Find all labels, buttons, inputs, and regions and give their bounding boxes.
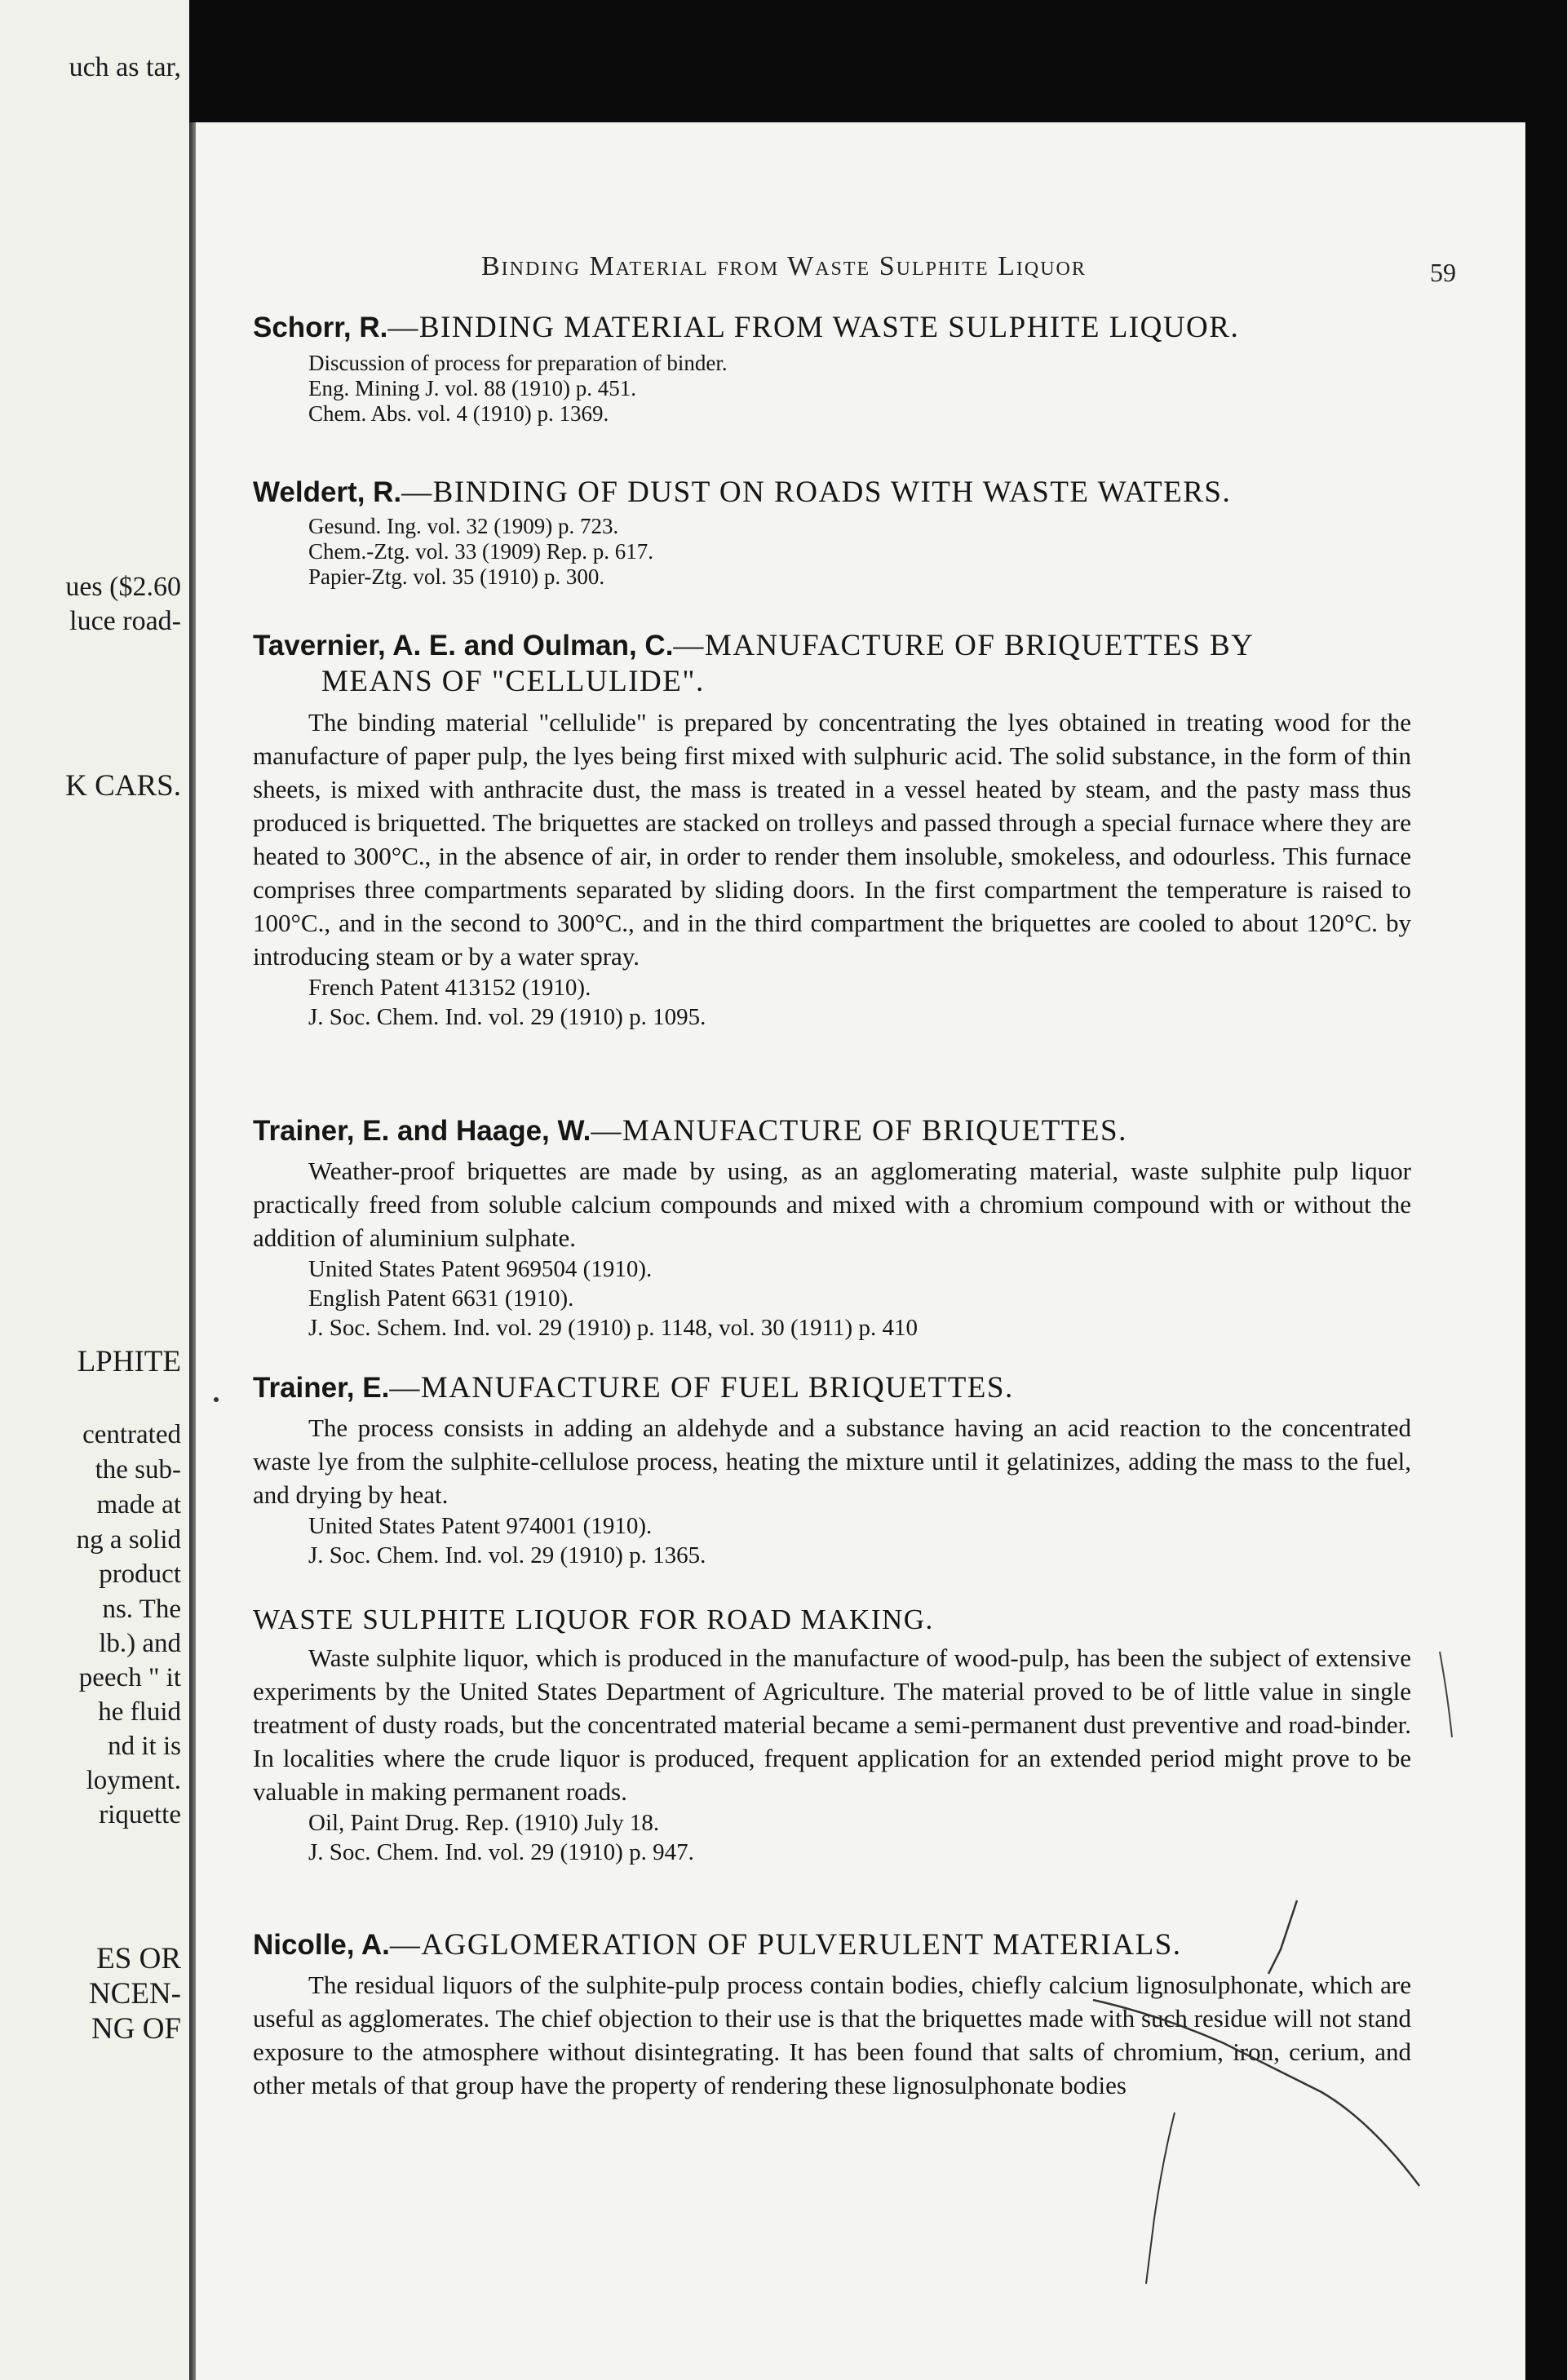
left-fragment: he fluid xyxy=(98,1697,181,1727)
entry-reference: J. Soc. Schem. Ind. vol. 29 (1910) p. 1148, vol. 30 (1911) p. 410 xyxy=(308,1315,918,1342)
entry-heading xyxy=(253,1113,1411,1149)
left-fragment: made at xyxy=(96,1490,181,1520)
left-fragment: centrated xyxy=(82,1420,181,1449)
entry-reference: Eng. Mining J. vol. 88 (1910) p. 451. xyxy=(308,376,636,401)
entry-reference: French Patent 413152 (1910). xyxy=(308,974,591,1001)
left-fragment: LPHITE xyxy=(77,1345,181,1378)
entry-title: —BINDING OF DUST ON ROADS WITH WASTE WATERS. xyxy=(401,476,1232,509)
left-fragment: ES OR xyxy=(96,1942,181,1975)
left-fragment: product xyxy=(99,1559,181,1589)
entry-reference: Discussion of process for preparation of binder. xyxy=(308,351,728,376)
left-fragment: nd it is xyxy=(108,1732,181,1761)
entry-reference: Gesund. Ing. vol. 32 (1909) p. 723. xyxy=(308,514,619,539)
entry-author: Nicolle, A. xyxy=(253,1929,390,1961)
left-fragment: uch as tar, xyxy=(69,52,181,82)
left-fragment: riquette xyxy=(99,1800,181,1829)
left-fragment: luce road- xyxy=(69,606,181,636)
entry-author: Trainer, E. and Haage, W. xyxy=(253,1115,591,1147)
entry-title: —AGGLOMERATION OF PULVERULENT MATERIALS. xyxy=(389,1928,1182,1962)
bibliography-entry xyxy=(253,310,1411,427)
bibliography-entry xyxy=(253,1113,1411,1343)
left-fragment: ns. The xyxy=(102,1595,181,1624)
entry-abstract: Waste sulphite liquor, which is produced in the manufacture of wood-pulp, has been the subject of extensive experiments by the United States Department of Agriculture. The material proved to be of little value in single treatment of dusty roads, but the concentrated material became a semi-permanent dust preventive and road-binder. In localities where the crude liquor is produced, frequent application for an extended period might prove to be valuable in making permanent roads. xyxy=(253,1643,1411,1806)
entry-title: —MANUFACTURE OF BRIQUETTES. xyxy=(591,1114,1127,1148)
bibliography-entry xyxy=(253,628,1411,1032)
bibliography-entry xyxy=(253,1370,1411,1570)
entry-author: Schorr, R. xyxy=(253,312,388,343)
entry-abstract: The binding material "cellulide" is prepared by concentrating the lyes obtained in treating wood for the manufacture of paper pulp, the lyes being first mixed with sulphuric acid. The solid substance, in the form of thin sheets, is mixed with anthracite dust, the mass is treated in a vessel heated by steam, and the pasty mass thus produced is briquetted. The briquettes are stacked on trolleys and passed through a special furnace where they are heated to 300°C., in the absence of air, in order to render them insoluble, smokeless, and odourless. This furnace comprises three compartments separated by sliding doors. In the first compartment the temperature is raised to 100°C., and in the second to 300°C., and in the third compartment the briquettes are cooled to about 120°C. by introducing steam or by a water spray. xyxy=(253,707,1411,971)
entry-reference: J. Soc. Chem. Ind. vol. 29 (1910) p. 1365. xyxy=(308,1542,706,1569)
left-fragment: loyment. xyxy=(86,1766,181,1795)
bibliography-entry xyxy=(253,1604,1411,1867)
left-fragment: ues ($2.60 xyxy=(65,572,181,602)
entry-reference: English Patent 6631 (1910). xyxy=(308,1285,574,1312)
bibliography-entry xyxy=(253,1927,1411,2102)
ink-speck xyxy=(214,1397,219,1402)
left-fragment: K CARS. xyxy=(65,769,181,803)
page-number: 59 xyxy=(1430,258,1456,287)
entry-reference: Chem. Abs. vol. 4 (1910) p. 1369. xyxy=(308,401,609,427)
entry-title: —BINDING MATERIAL FROM WASTE SULPHITE LIQUOR. xyxy=(387,311,1240,344)
left-fragment: the sub- xyxy=(95,1455,181,1484)
left-fragment: ng a solid xyxy=(76,1525,181,1555)
entry-title: —MANUFACTURE OF FUEL BRIQUETTES. xyxy=(389,1371,1014,1405)
left-fragment: lb.) and xyxy=(99,1629,181,1658)
entry-reference: J. Soc. Chem. Ind. vol. 29 (1910) p. 1095. xyxy=(308,1003,706,1030)
entry-author: Tavernier, A. E. and Oulman, C. xyxy=(253,630,674,661)
entry-reference: Chem.-Ztg. vol. 33 (1909) Rep. p. 617. xyxy=(308,539,653,564)
entry-heading xyxy=(253,1927,1411,1963)
entry-heading xyxy=(253,310,1411,346)
entry-author: Trainer, E. xyxy=(253,1372,390,1404)
entry-reference: Papier-Ztg. vol. 35 (1910) p. 300. xyxy=(308,564,605,590)
running-header: Binding Material from Waste Sulphite Liquor xyxy=(481,251,1087,281)
entry-reference: United States Patent 969504 (1910). xyxy=(308,1256,653,1283)
left-fragment: NCEN- xyxy=(88,1977,181,2011)
entry-abstract: The process consists in adding an aldehyde and a substance having an acid reaction to the concentrated waste lye from the sulphite-cellulose process, heating the mixture until it gelatinizes, adding the mass to the fuel, and drying by heat. xyxy=(253,1413,1411,1510)
entry-abstract: Weather-proof briquettes are made by using, as an agglomerating material, waste sulphite pulp liquor practically freed from soluble calcium compounds and mixed with a chromium compound with or without the addition of aluminium sulphate. xyxy=(253,1157,1411,1253)
entry-title-continued: MEANS OF "CELLULIDE". xyxy=(321,665,705,699)
entry-author: Weldert, R. xyxy=(253,476,402,508)
bibliography-entry xyxy=(253,475,1411,590)
left-fragment: NG OF xyxy=(91,2012,181,2046)
entry-heading xyxy=(253,475,1411,511)
entry-reference: United States Patent 974001 (1910). xyxy=(308,1513,653,1540)
entry-reference: J. Soc. Chem. Ind. vol. 29 (1910) p. 947. xyxy=(308,1839,694,1865)
section-heading: WASTE SULPHITE LIQUOR FOR ROAD MAKING. xyxy=(253,1604,934,1635)
entry-heading xyxy=(253,1370,1411,1406)
facing-page-fragment xyxy=(0,0,189,2380)
entry-reference: Oil, Paint Drug. Rep. (1910) July 18. xyxy=(308,1810,660,1836)
entry-abstract: The residual liquors of the sulphite-pulp process contain bodies, chiefly calcium lignosulphonate, which are useful as agglomerates. The chief objection to their use is that the briquettes made with such residue will not stand exposure to the atmosphere without disintegrating. It has been found that salts of chromium, iron, cerium, and other metals of that group have the property of rendering these lignosulphonate bodies xyxy=(253,1971,1411,2100)
entry-title: —MANUFACTURE OF BRIQUETTES BY xyxy=(673,629,1255,662)
entry-heading xyxy=(253,628,1411,701)
left-fragment: peech " it xyxy=(78,1663,181,1692)
